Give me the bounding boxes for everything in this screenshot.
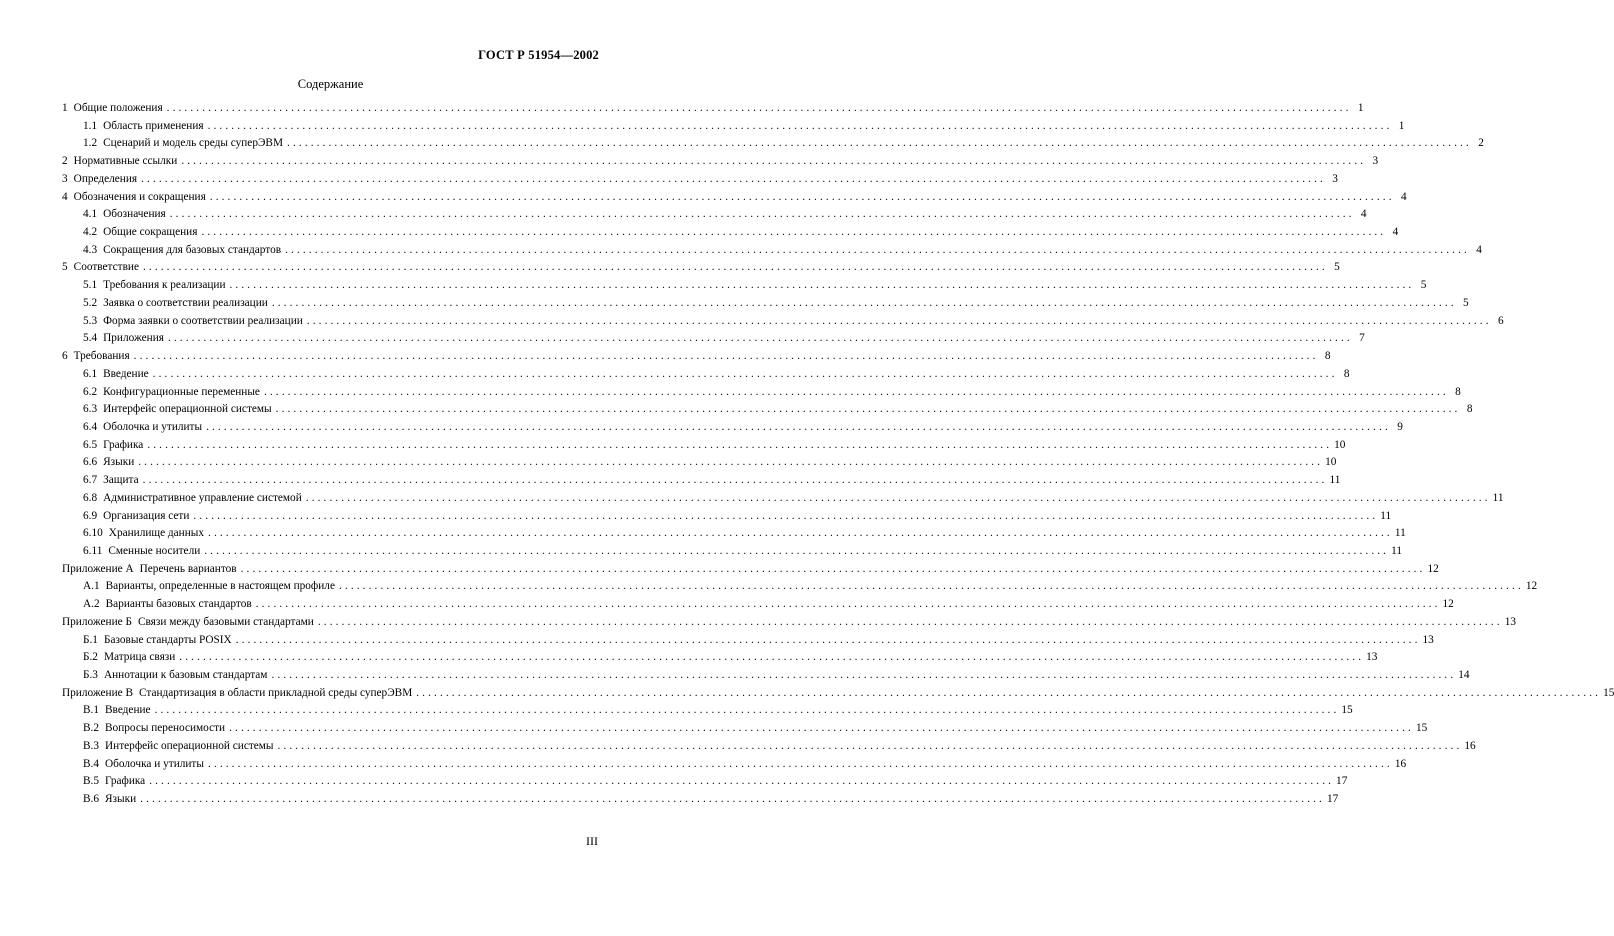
toc-entry-page: 1 <box>1357 102 1364 114</box>
dot-leader: ........................................................................................................................................................................................................ <box>229 722 1414 735</box>
toc-entry-title: Сценарий и модель среды суперЭВМ <box>103 137 284 150</box>
toc-entry-label <box>83 543 200 561</box>
toc-entry-page: 12 <box>1525 580 1538 593</box>
toc-entry-number: 5.1 <box>83 279 98 292</box>
dot-leader: ........................................................................................................................................................................................................ <box>240 562 1426 575</box>
toc-entry-title: Сменные носители <box>108 544 201 557</box>
toc-entry-label <box>83 401 272 419</box>
toc-entry-number: 5 <box>62 261 68 274</box>
toc-entry <box>62 419 1403 437</box>
toc-entry-page: 15 <box>1341 704 1353 717</box>
toc-entry-title: Обозначения <box>103 208 166 221</box>
toc-entry-number: Приложение А <box>62 562 134 575</box>
toc-entry-title: Введение <box>103 367 149 380</box>
toc-entry-number: 6.1 <box>83 367 98 380</box>
toc-entry-number: 3 <box>62 172 68 185</box>
toc-entry-number: 6.11 <box>83 544 103 557</box>
dot-leader: ........................................................................................................................................................................................................ <box>416 686 1602 699</box>
toc-entry <box>62 454 1337 472</box>
toc-entry-label <box>83 702 151 720</box>
toc-entry-number: В.4 <box>83 757 100 770</box>
dot-leader: ........................................................................................................................................................................................................ <box>306 314 1492 327</box>
toc-entry-number: А.1 <box>83 580 100 593</box>
toc-entry <box>62 614 1516 632</box>
toc-entry-number: 1.2 <box>83 137 98 150</box>
toc-entry-page: 6 <box>1497 314 1504 327</box>
dot-leader: ........................................................................................................................................................................................................ <box>142 261 1328 274</box>
toc-entry-number: 6.9 <box>83 509 98 522</box>
toc-entry-title: Варианты базовых стандартов <box>105 598 252 611</box>
table-of-contents <box>62 100 1614 809</box>
toc-entry-label <box>83 330 164 348</box>
toc-entry-title: Перечень вариантов <box>139 562 237 575</box>
toc-entry-page: 15 <box>1415 722 1428 735</box>
toc-entry-label <box>83 224 197 242</box>
toc-entry <box>62 171 1338 189</box>
toc-entry <box>62 773 1348 791</box>
toc-entry-title: Варианты, определенные в настоящем профиле <box>105 580 335 593</box>
toc-entry-label <box>83 738 274 756</box>
dot-leader: ........................................................................................................................................................................................................ <box>209 190 1395 203</box>
dot-leader: ........................................................................................................................................................................................................ <box>235 633 1421 646</box>
toc-entry <box>62 366 1350 384</box>
toc-entry-label <box>83 578 335 596</box>
toc-entry-number: 1.1 <box>83 119 98 132</box>
dot-leader: ........................................................................................................................................................................................................ <box>206 420 1391 433</box>
toc-entry-number: Б.1 <box>83 633 98 646</box>
toc-entry-page: 8 <box>1466 403 1473 416</box>
toc-entry <box>62 490 1504 508</box>
dot-leader: ........................................................................................................................................................................................................ <box>229 279 1415 292</box>
toc-entry-title: Общие сокращения <box>103 226 198 239</box>
toc-entry-page: 12 <box>1427 562 1439 575</box>
dot-leader: ........................................................................................................................................................................................................ <box>140 793 1325 806</box>
toc-entry <box>62 543 1402 561</box>
toc-entry-title: Требования к реализации <box>103 279 226 292</box>
toc-entry-label <box>83 632 232 650</box>
toc-entry-number: 2 <box>62 155 68 168</box>
toc-entry-title: Требования <box>73 350 130 363</box>
toc-entry-title: Оболочка и утилиты <box>103 420 203 433</box>
toc-entry-label <box>62 100 163 118</box>
toc-entry-number: 6.7 <box>83 474 98 487</box>
toc-entry-number: Б.3 <box>83 669 98 681</box>
toc-entry <box>62 259 1340 277</box>
toc-entry <box>62 118 1405 136</box>
toc-entry <box>62 508 1392 526</box>
toc-entry-page: 8 <box>1324 350 1331 363</box>
toc-entry-label <box>83 419 202 437</box>
toc-entry-label <box>83 596 252 614</box>
document-code: ГОСТ Р 51954—2002 <box>478 48 599 62</box>
dot-leader: ........................................................................................................................................................................................................ <box>263 385 1449 398</box>
toc-entry <box>62 525 1406 543</box>
toc-entry <box>62 756 1407 774</box>
dot-leader: ........................................................................................................................................................................................................ <box>169 208 1355 221</box>
toc-entry <box>62 437 1346 455</box>
toc-entry-label <box>62 348 130 366</box>
dot-leader: ........................................................................................................................................................................................................ <box>193 509 1379 522</box>
toc-entry-page: 11 <box>1329 474 1341 487</box>
toc-entry-title: Матрица связи <box>103 651 176 664</box>
toc-entry-number: 6.4 <box>83 420 98 433</box>
toc-entry-title: Конфигурационные переменные <box>103 385 260 398</box>
toc-entry-title: Графика <box>105 775 146 788</box>
toc-entry-number: 5.3 <box>83 314 98 327</box>
dot-leader: ........................................................................................................................................................................................................ <box>207 119 1393 132</box>
toc-entry-title: Интерфейс операционной системы <box>105 739 274 752</box>
dot-leader: ........................................................................................................................................................................................................ <box>201 226 1387 239</box>
toc-entry-number: 6.5 <box>83 438 98 451</box>
toc-entry-number: А.2 <box>83 598 100 611</box>
toc-entry-label <box>83 295 268 313</box>
toc-entry <box>62 242 1482 260</box>
dot-leader: ........................................................................................................................................................................................................ <box>181 155 1367 168</box>
dot-leader: ........................................................................................................................................................................................................ <box>149 775 1335 788</box>
toc-entry-label <box>83 454 134 472</box>
toc-entry-title: Связи между базовыми стандартами <box>137 615 314 628</box>
toc-entry-page: 13 <box>1366 651 1378 664</box>
toc-entry <box>62 100 1364 118</box>
toc-entry <box>62 649 1378 667</box>
toc-entry-title: Приложения <box>103 332 164 345</box>
toc-entry-number: 4.2 <box>83 226 98 239</box>
toc-entry-title: Хранилище данных <box>108 527 205 540</box>
toc-entry-page: 4 <box>1392 226 1399 239</box>
toc-entry-number: В.2 <box>83 722 100 735</box>
toc-entry <box>62 738 1476 756</box>
toc-entry-page: 13 <box>1504 615 1516 628</box>
toc-entry-label <box>83 649 175 667</box>
toc-entry-title: Защита <box>103 474 139 487</box>
toc-entry-title: Введение <box>105 704 151 717</box>
toc-entry-label <box>62 685 412 703</box>
toc-entry-label <box>83 667 267 685</box>
dot-leader: ........................................................................................................................................................................................................ <box>255 598 1441 611</box>
toc-entry-number: 4 <box>62 190 68 203</box>
toc-entry-label <box>83 277 226 295</box>
toc-entry-page: 12 <box>1442 598 1454 611</box>
dot-leader: ........................................................................................................................................................................................................ <box>152 367 1338 380</box>
toc-entry-page: 11 <box>1394 527 1406 540</box>
toc-entry-title: Базовые стандарты POSIX <box>103 633 232 646</box>
toc-entry-number: 1 <box>62 102 68 114</box>
page-number: III <box>586 834 598 848</box>
toc-entry-page: 3 <box>1332 172 1338 185</box>
toc-entry-page: 14 <box>1458 669 1470 681</box>
toc-entry-title: Общие положения <box>73 102 163 114</box>
toc-entry-page: 10 <box>1325 456 1337 469</box>
toc-entry-title: Сокращения для базовых стандартов <box>103 243 282 256</box>
toc-entry <box>62 224 1399 242</box>
toc-entry-number: 4.1 <box>83 208 98 221</box>
toc-entry <box>62 561 1439 579</box>
toc-entry-page: 9 <box>1397 420 1403 433</box>
toc-entry <box>62 295 1469 313</box>
toc-entry-number: 6.3 <box>83 403 98 416</box>
toc-entry-number: 6.2 <box>83 385 98 398</box>
toc-entry-number: 5.4 <box>83 332 98 345</box>
toc-entry-label <box>62 153 177 171</box>
toc-entry-number: 5.2 <box>83 296 98 309</box>
dot-leader: ........................................................................................................................................................................................................ <box>208 527 1393 540</box>
toc-entry-label <box>62 259 139 277</box>
toc-entry-page: 17 <box>1336 775 1348 788</box>
toc-entry-label <box>62 189 206 207</box>
toc-entry-page: 11 <box>1380 509 1392 522</box>
toc-entry-title: Область применения <box>103 119 204 132</box>
dot-leader: ........................................................................................................................................................................................................ <box>285 243 1470 256</box>
toc-entry <box>62 330 1365 348</box>
toc-entry-label <box>83 490 302 508</box>
toc-entry-label <box>83 313 303 331</box>
toc-entry <box>62 578 1538 596</box>
toc-entry <box>62 277 1427 295</box>
toc-entry-page: 17 <box>1326 793 1339 806</box>
dot-leader: ........................................................................................................................................................................................................ <box>154 704 1340 717</box>
toc-entry-page: 11 <box>1492 491 1504 504</box>
toc-entry <box>62 596 1454 614</box>
toc-entry-number: 6.10 <box>83 527 103 540</box>
toc-entry-label <box>83 508 189 526</box>
toc-entry <box>62 791 1339 809</box>
toc-entry <box>62 720 1428 738</box>
toc-entry-label <box>83 384 260 402</box>
toc-entry-page: 5 <box>1420 279 1427 292</box>
toc-entry-page: 16 <box>1394 757 1407 770</box>
toc-entry-page: 4 <box>1476 243 1482 256</box>
toc-entry-label <box>83 791 136 809</box>
toc-entry <box>62 189 1407 207</box>
toc-entry-label <box>83 472 139 490</box>
toc-entry-label <box>83 366 149 384</box>
toc-entry <box>62 472 1341 490</box>
dot-leader: ........................................................................................................................................................................................................ <box>287 137 1472 150</box>
toc-entry-title: Стандартизация в области прикладной среды суперЭВМ <box>139 686 413 699</box>
toc-entry-page: 4 <box>1360 208 1367 221</box>
toc-entry-label <box>83 525 204 543</box>
toc-entry-title: Обозначения и сокращения <box>73 190 206 203</box>
toc-entry-label <box>83 756 204 774</box>
toc-entry <box>62 667 1470 685</box>
dot-leader: ........................................................................................................................................................................................................ <box>317 615 1503 628</box>
toc-entry-page: 5 <box>1463 296 1469 309</box>
toc-entry <box>62 384 1461 402</box>
toc-entry-page: 11 <box>1391 544 1402 557</box>
toc-entry-page: 15 <box>1603 686 1614 699</box>
toc-entry-title: Нормативные ссылки <box>73 155 178 168</box>
toc-entry-label <box>83 437 143 455</box>
toc-entry-label <box>83 118 204 136</box>
toc-entry-label <box>62 561 237 579</box>
toc-entry-title: Оболочка и утилиты <box>105 757 204 770</box>
dot-leader: ........................................................................................................................................................................................................ <box>138 456 1324 469</box>
toc-entry <box>62 702 1353 720</box>
toc-entry <box>62 206 1367 224</box>
toc-entry-page: 8 <box>1343 367 1350 380</box>
toc-entry <box>62 685 1614 703</box>
toc-entry-page: 7 <box>1359 332 1365 345</box>
toc-entry-title: Заявка о соответствии реализации <box>103 296 268 309</box>
toc-entry <box>62 153 1379 171</box>
toc-entry <box>62 313 1504 331</box>
toc-entry <box>62 401 1473 419</box>
dot-leader: ........................................................................................................................................................................................................ <box>207 757 1393 770</box>
toc-entry-title: Административное управление системой <box>103 491 302 504</box>
toc-entry-label <box>62 614 314 632</box>
toc-entry-page: 4 <box>1400 190 1407 203</box>
toc-entry-number: В.6 <box>83 793 100 806</box>
toc-entry-page: 2 <box>1478 137 1484 150</box>
toc-entry-label <box>83 773 145 791</box>
dot-leader: ........................................................................................................................................................................................................ <box>338 580 1524 593</box>
toc-entry-label <box>83 720 225 738</box>
toc-entry-title: Определения <box>73 172 138 185</box>
toc-entry-title: Организация сети <box>103 509 190 522</box>
toc-entry-label <box>83 135 283 153</box>
dot-leader: ........................................................................................................................................................................................................ <box>133 350 1319 363</box>
dot-leader: ........................................................................................................................................................................................................ <box>271 296 1457 309</box>
dot-leader: ........................................................................................................................................................................................................ <box>179 651 1365 664</box>
dot-leader: ........................................................................................................................................................................................................ <box>305 491 1491 504</box>
toc-entry-number: В.3 <box>83 739 100 752</box>
toc-entry-page: 8 <box>1455 385 1461 398</box>
toc-entry-number: 6.6 <box>83 456 98 469</box>
toc-entry-title: Форма заявки о соответствии реализации <box>103 314 303 327</box>
dot-leader: ........................................................................................................................................................................................................ <box>275 403 1461 416</box>
dot-leader: ........................................................................................................................................................................................................ <box>147 438 1333 451</box>
toc-entry <box>62 632 1434 650</box>
dot-leader: ........................................................................................................................................................................................................ <box>166 102 1352 114</box>
toc-entry-page: 5 <box>1334 261 1340 274</box>
toc-entry-title: Соответствие <box>73 261 139 274</box>
toc-entry-title: Графика <box>103 438 144 451</box>
toc-entry-page: 16 <box>1464 739 1476 752</box>
toc-entry-label <box>83 206 166 224</box>
toc-entry <box>62 348 1331 366</box>
toc-entry-label <box>62 171 137 189</box>
toc-entry-number: В.1 <box>83 704 100 717</box>
toc-entry-number: В.5 <box>83 775 100 788</box>
toc-entry-title: Языки <box>105 793 137 806</box>
toc-entry-number: 4.3 <box>83 243 98 256</box>
toc-entry-title: Интерфейс операционной системы <box>103 403 272 416</box>
toc-entry <box>62 135 1484 153</box>
toc-entry-page: 10 <box>1334 438 1346 451</box>
toc-entry-number: Б.2 <box>83 651 98 664</box>
toc-entry-page: 3 <box>1372 155 1379 168</box>
toc-entry-title: Языки <box>103 456 135 469</box>
toc-entry-page: 1 <box>1398 119 1405 132</box>
dot-leader: ........................................................................................................................................................................................................ <box>141 172 1326 185</box>
page-title: Содержание <box>297 77 364 91</box>
toc-entry-title: Вопросы переносимости <box>105 722 226 735</box>
toc-entry-label <box>83 242 281 260</box>
toc-entry-number: 6.8 <box>83 491 98 504</box>
dot-leader: ........................................................................................................................................................................................................ <box>271 669 1457 681</box>
toc-entry-number: 6 <box>62 350 68 363</box>
toc-entry-number: Приложение В <box>62 686 133 699</box>
dot-leader: ........................................................................................................................................................................................................ <box>167 332 1353 345</box>
toc-entry-number: Приложение Б <box>62 615 132 628</box>
dot-leader: ........................................................................................................................................................................................................ <box>142 474 1328 487</box>
toc-entry-page: 13 <box>1422 633 1434 646</box>
dot-leader: ........................................................................................................................................................................................................ <box>277 739 1463 752</box>
dot-leader: ........................................................................................................................................................................................................ <box>204 544 1390 557</box>
toc-entry-title: Аннотации к базовым стандартам <box>103 669 268 681</box>
